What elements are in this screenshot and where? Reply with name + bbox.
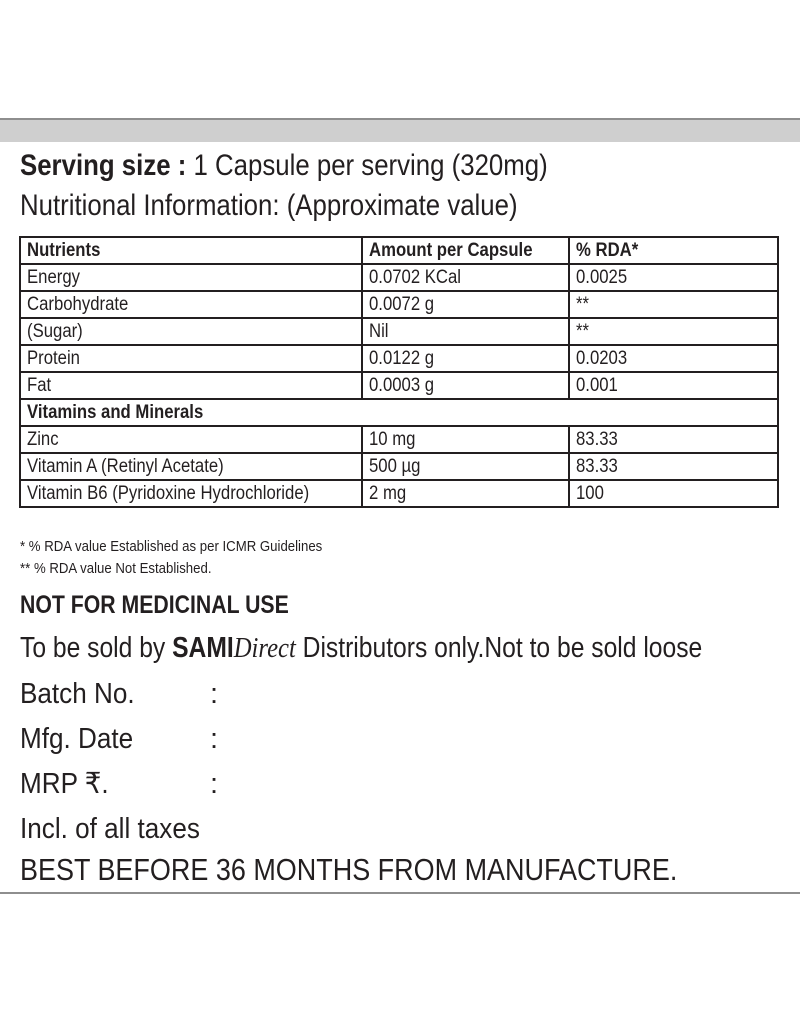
nutrient-name: (Sugar) (20, 318, 362, 345)
mfg-date-label: Mfg. Date (20, 723, 134, 755)
table-row (20, 372, 778, 399)
nutrient-rda: 83.33 (569, 426, 778, 453)
table-row (20, 318, 778, 345)
nutrient-name: Protein (20, 345, 362, 372)
table-row (20, 453, 778, 480)
table-row (20, 426, 778, 453)
nutrient-rda: 0.001 (569, 372, 778, 399)
batch-number-label: Batch No. (20, 678, 135, 710)
bottom-divider (0, 892, 800, 894)
mrp-field (20, 766, 219, 802)
not-medicinal-warning: NOT FOR MEDICINAL USE (20, 591, 289, 619)
serving-size (20, 148, 548, 184)
nutrient-rda: ** (569, 291, 778, 318)
table-row (20, 345, 778, 372)
serving-size-value: 1 Capsule per serving (320mg) (193, 149, 548, 182)
header-rda: % RDA* (569, 237, 778, 264)
mrp-label: MRP ₹. (20, 768, 109, 800)
header-nutrients: Nutrients (20, 237, 362, 264)
nutrient-amount: 500 µg (362, 453, 569, 480)
section-row-vitamins (20, 399, 778, 426)
nutritional-info-heading: Nutritional Information: (Approximate value) (20, 189, 518, 222)
nutrient-rda: 83.33 (569, 453, 778, 480)
nutrient-rda: ** (569, 318, 778, 345)
nutrition-table (19, 236, 779, 508)
nutrient-amount: 0.0072 g (362, 291, 569, 318)
table-row (20, 291, 778, 318)
table-row (20, 264, 778, 291)
header-amount: Amount per Capsule (362, 237, 569, 264)
incl-taxes-text: Incl. of all taxes (20, 813, 200, 845)
sold-by-notice (20, 630, 702, 666)
nutrient-name: Fat (20, 372, 362, 399)
sold-by-prefix: To be sold by (20, 632, 173, 664)
nutrient-name: Zinc (20, 426, 362, 453)
brand-direct: Direct (233, 632, 296, 664)
table-row (20, 480, 778, 507)
footnote-rda-established: * % RDA value Established as per ICMR Guidelines (20, 538, 323, 555)
nutrient-rda: 0.0025 (569, 264, 778, 291)
nutrient-amount: 0.0003 g (362, 372, 569, 399)
best-before-text: BEST BEFORE 36 MONTHS FROM MANUFACTURE. (20, 852, 678, 887)
nutrient-amount: Nil (362, 318, 569, 345)
nutrient-rda: 0.0203 (569, 345, 778, 372)
table-header-row (20, 237, 778, 264)
mfg-date-colon: : (210, 723, 219, 755)
nutrient-name: Energy (20, 264, 362, 291)
nutrient-name: Vitamin A (Retinyl Acetate) (20, 453, 362, 480)
mrp-colon: : (210, 768, 219, 800)
sold-by-suffix: Distributors only.Not to be sold loose (295, 632, 703, 664)
brand-sami: SAMI (172, 632, 234, 664)
nutrient-name: Carbohydrate (20, 291, 362, 318)
nutrient-amount: 10 mg (362, 426, 569, 453)
top-gray-band (0, 118, 800, 142)
nutrient-amount: 2 mg (362, 480, 569, 507)
nutrient-amount: 0.0702 KCal (362, 264, 569, 291)
nutrient-rda: 100 (569, 480, 778, 507)
batch-number-field (20, 676, 219, 712)
mfg-date-field (20, 721, 219, 757)
section-label: Vitamins and Minerals (20, 399, 778, 426)
nutrient-name: Vitamin B6 (Pyridoxine Hydrochloride) (20, 480, 362, 507)
serving-size-label: Serving size : (20, 149, 187, 182)
footnote-rda-not-established: ** % RDA value Not Established. (20, 560, 212, 577)
nutrient-amount: 0.0122 g (362, 345, 569, 372)
batch-number-colon: : (210, 678, 219, 710)
